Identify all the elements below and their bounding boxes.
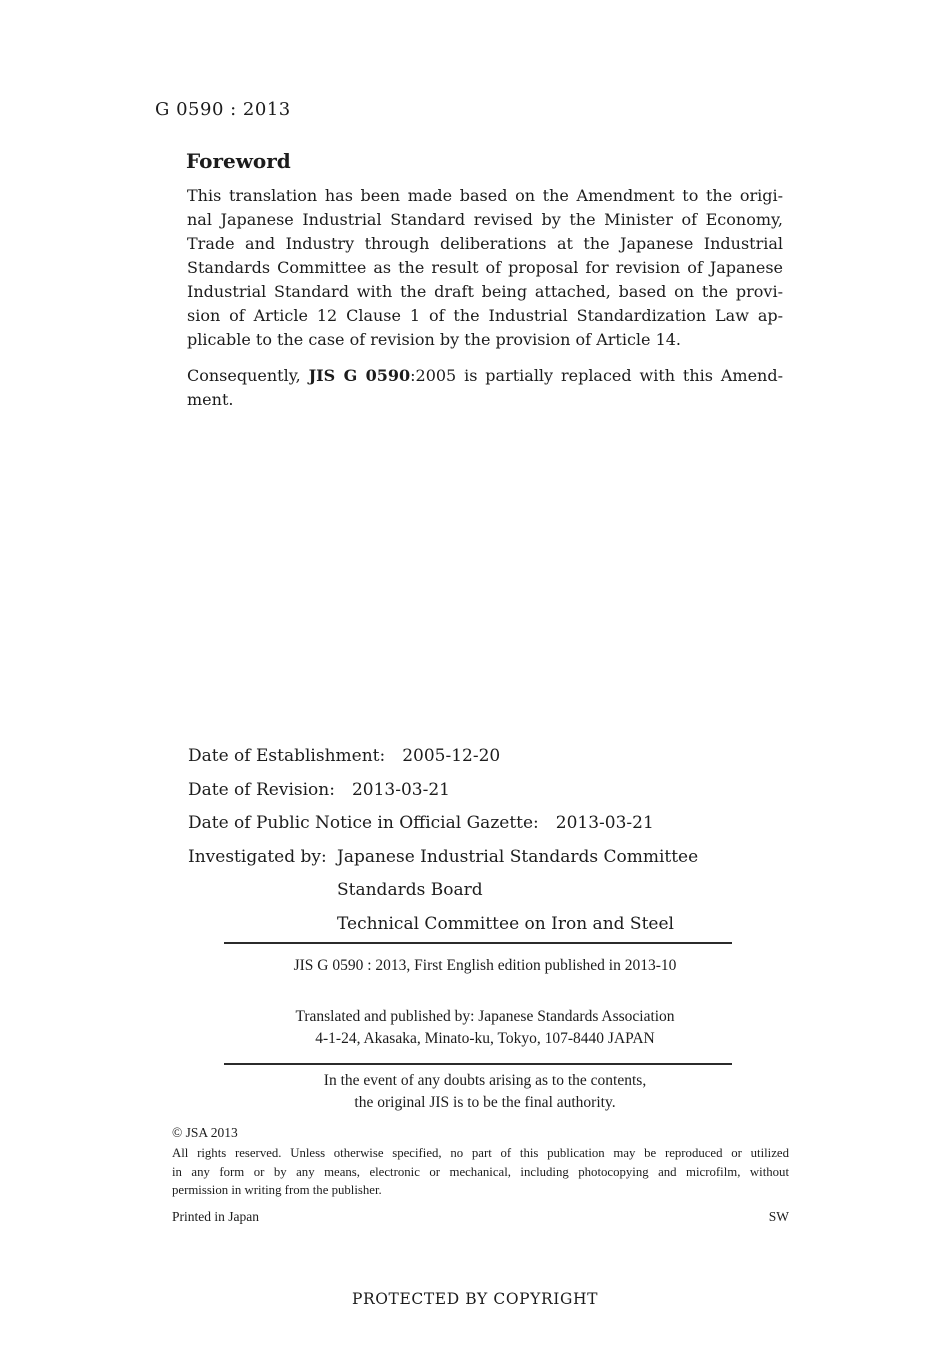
paragraph-line <box>187 364 783 388</box>
date-of-establishment-row <box>188 745 698 768</box>
printed-in-label: Printed in Japan <box>172 1209 259 1224</box>
dates-block <box>188 745 698 946</box>
foreword-heading: Foreword <box>186 149 291 173</box>
foreword-paragraph-2 <box>187 364 783 412</box>
horizontal-rule-top <box>224 942 732 944</box>
investigated-by-row <box>188 846 698 869</box>
date-value: 2005-12-20 <box>402 746 501 766</box>
rights-line: permission in writing from the publisher. <box>172 1183 382 1197</box>
publisher-address-line: 4-1-24, Akasaka, Minato-ku, Tokyo, 107-8440 JAPAN <box>315 1030 655 1047</box>
date-label: Date of Public Notice in Official Gazette: <box>188 813 539 833</box>
printer-code: SW <box>768 1209 789 1224</box>
doubts-notice <box>187 1070 783 1114</box>
protected-by-copyright-notice: PROTECTED BY COPYRIGHT <box>351 1290 599 1308</box>
date-value: 2013-03-21 <box>351 779 450 800</box>
doubts-line: In the event of any doubts arising as to the contents, <box>323 1072 647 1089</box>
printed-in-row <box>172 1209 789 1225</box>
standard-number-bold: JIS G 0590 <box>308 366 411 385</box>
translated-by-line: Translated and published by: Japanese Standards Association <box>295 1008 675 1025</box>
date-label: Date of Revision: <box>188 779 335 800</box>
investigated-by-value: Japanese Industrial Standards Committee <box>337 846 699 867</box>
investigated-by-value: Standards Board <box>337 880 483 900</box>
investigated-by-value-row <box>188 879 698 902</box>
date-of-revision-row <box>188 779 698 802</box>
date-value: 2013-03-21 <box>555 813 654 833</box>
rights-reserved-block <box>172 1144 789 1200</box>
rights-line: All rights reserved. Unless otherwise specified, no part of this publication may be reproduced or utilized <box>172 1146 789 1160</box>
paragraph-line: sion of Article 12 Clause 1 of the Industrial Standardization Law ap- <box>187 306 783 325</box>
investigated-by-label: Investigated by: <box>188 846 327 867</box>
paragraph-text: Consequently, <box>187 366 309 385</box>
paragraph-line: Trade and Industry through deliberations at the Japanese Industrial <box>187 234 783 253</box>
paragraph-line: plicable to the case of revision by the provision of Article 14. <box>187 330 682 349</box>
copyright-line: © JSA 2013 <box>172 1125 238 1140</box>
date-of-public-notice-row <box>188 812 698 835</box>
investigated-by-value-row <box>188 913 698 936</box>
paragraph-line: Industrial Standard with the draft being attached, based on the provi- <box>187 282 783 301</box>
doc-code: G 0590 : 2013 <box>155 99 291 120</box>
paragraph-line: nal Japanese Industrial Standard revised by the Minister of Economy, <box>187 210 783 229</box>
rights-line: in any form or by any means, electronic or mechanical, including photocopying and microfilm, without <box>172 1164 789 1179</box>
paragraph-line: ment. <box>187 390 234 409</box>
foreword-paragraph-1 <box>187 184 783 352</box>
paragraph-line: Standards Committee as the result of proposal for revision of Japanese <box>187 258 783 277</box>
horizontal-rule-bottom <box>224 1063 732 1065</box>
doubts-line: the original JIS is to be the final authority. <box>354 1094 616 1111</box>
date-label: Date of Establishment: <box>188 746 386 766</box>
paragraph-text: :2005 is partially replaced with this Amend- <box>410 366 784 385</box>
investigated-by-value: Technical Committee on Iron and Steel <box>337 913 674 934</box>
edition-line: JIS G 0590 : 2013, First English edition published in 2013-10 <box>293 957 677 974</box>
publisher-block <box>187 1006 783 1050</box>
paragraph-line: This translation has been made based on the Amendment to the origi- <box>187 186 783 205</box>
